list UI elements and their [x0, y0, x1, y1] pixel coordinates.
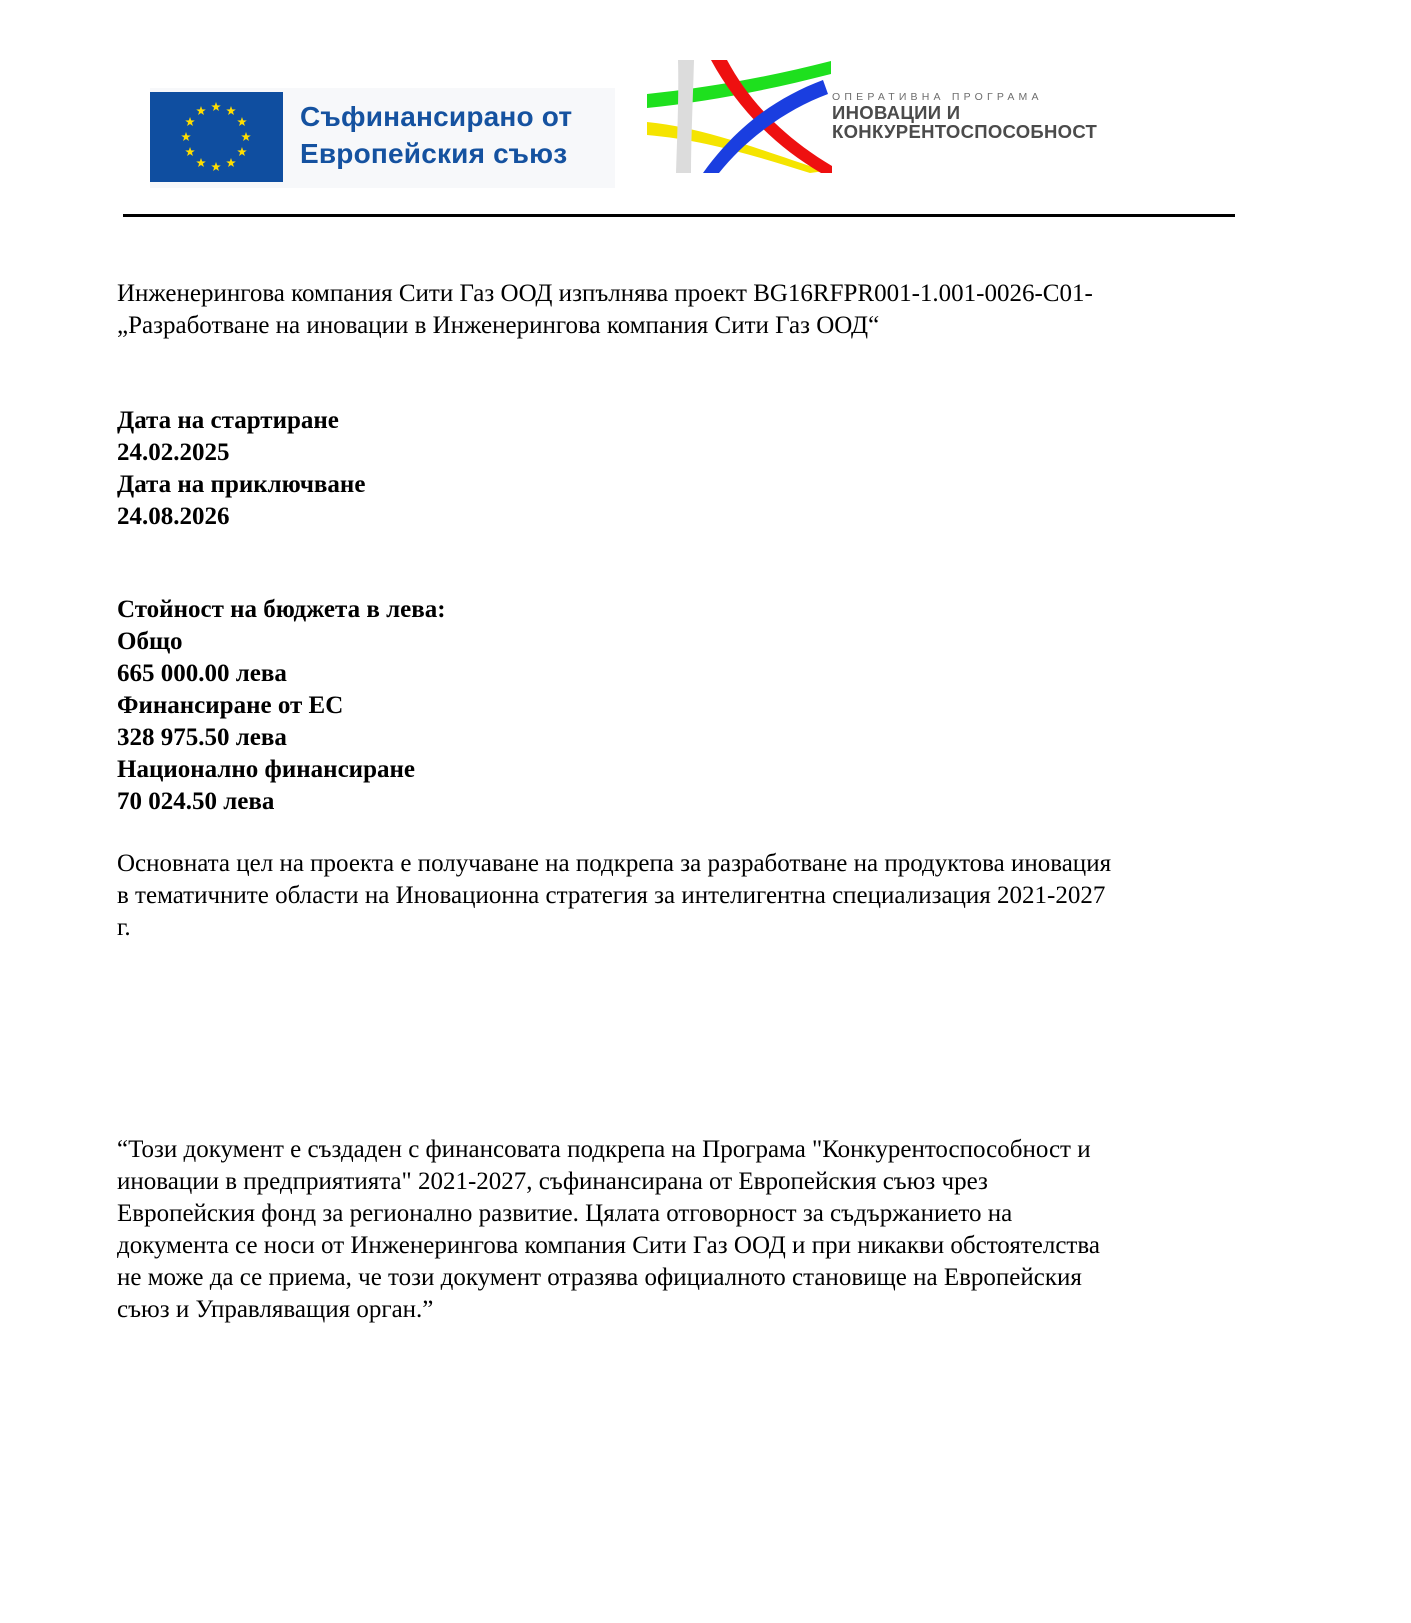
opic-stripes-icon [645, 58, 835, 173]
intro-line: „Разработване на иновации в Инженерингова компания Сити Газ ООД“ [117, 312, 880, 339]
program-logo [645, 58, 1165, 178]
program-title-line-1: ИНОВАЦИИ И [832, 102, 961, 123]
disclaimer-line: документа се носи от Инженерингова компания Сити Газ ООД и при никакви обстоятелства [117, 1232, 1100, 1259]
eu-star-icon [226, 158, 236, 167]
eu-star-icon [241, 132, 251, 141]
end-date-label: Дата на приключване [117, 471, 366, 498]
project-goal [117, 848, 1227, 944]
eu-text-line-1: Съфинансирано от [300, 101, 573, 132]
project-budget [117, 594, 1227, 818]
end-date-value: 24.08.2026 [117, 503, 230, 530]
budget-national-label: Национално финансиране [117, 756, 415, 783]
disclaimer-line: съюз и Управляващия орган.” [117, 1296, 434, 1323]
budget-eu-value: 328 975.50 лева [117, 724, 287, 751]
eu-star-icon [211, 102, 221, 111]
eu-stars [150, 92, 283, 182]
program-logo-text [832, 91, 1097, 141]
budget-total-value: 665 000.00 лева [117, 660, 287, 687]
goal-line: г. [117, 914, 131, 941]
eu-cofunded-text [300, 98, 572, 172]
eu-cofunded-logo [150, 88, 615, 188]
eu-star-icon [181, 132, 191, 141]
eu-star-icon [211, 162, 221, 171]
start-date-label: Дата на стартиране [117, 407, 339, 434]
program-subtitle: ОПЕРАТИВНА ПРОГРАМА [832, 91, 1043, 103]
project-intro [117, 278, 1227, 342]
budget-eu-label: Финансиране от ЕС [117, 692, 344, 719]
goal-line: в тематичните области на Иновационна стратегия за интелигентна специализация 2021-2027 [117, 882, 1106, 909]
program-title-line-2: КОНКУРЕНТОСПОСОБНОСТ [832, 121, 1098, 142]
disclaimer [117, 1134, 1227, 1326]
eu-text-line-2: Европейския съюз [300, 138, 568, 169]
intro-line: Инженерингова компания Сити Газ ООД изпълнява проект BG16RFPR001-1.001-0026-C01- [117, 280, 1093, 307]
goal-line: Основната цел на проекта е получаване на подкрепа за разработване на продуктова иновация [117, 850, 1112, 877]
disclaimer-line: “Този документ е създаден с финансовата подкрепа на Програма "Конкурентоспособност и [117, 1136, 1091, 1163]
disclaimer-line: Европейския фонд за регионално развитие. Цялата отговорност за съдържанието на [117, 1200, 1013, 1227]
eu-star-icon [185, 117, 195, 126]
eu-star-icon [237, 117, 247, 126]
eu-star-icon [196, 106, 206, 115]
budget-total-label: Общо [117, 628, 183, 655]
eu-star-icon [196, 158, 206, 167]
disclaimer-line: не може да се приема, че този документ отразява официалното становище на Европейския [117, 1264, 1082, 1291]
eu-flag-icon [150, 92, 283, 182]
eu-star-icon [226, 106, 236, 115]
budget-heading: Стойност на бюджета в лева: [117, 596, 446, 623]
eu-star-icon [237, 147, 247, 156]
project-dates [117, 405, 1227, 533]
budget-national-value: 70 024.50 лева [117, 788, 275, 815]
start-date-value: 24.02.2025 [117, 439, 230, 466]
header-divider [123, 214, 1235, 217]
disclaimer-line: иновации в предприятията" 2021-2027, съфинансирана от Европейския съюз чрез [117, 1168, 988, 1195]
eu-star-icon [185, 147, 195, 156]
gray-stripe [676, 60, 694, 173]
